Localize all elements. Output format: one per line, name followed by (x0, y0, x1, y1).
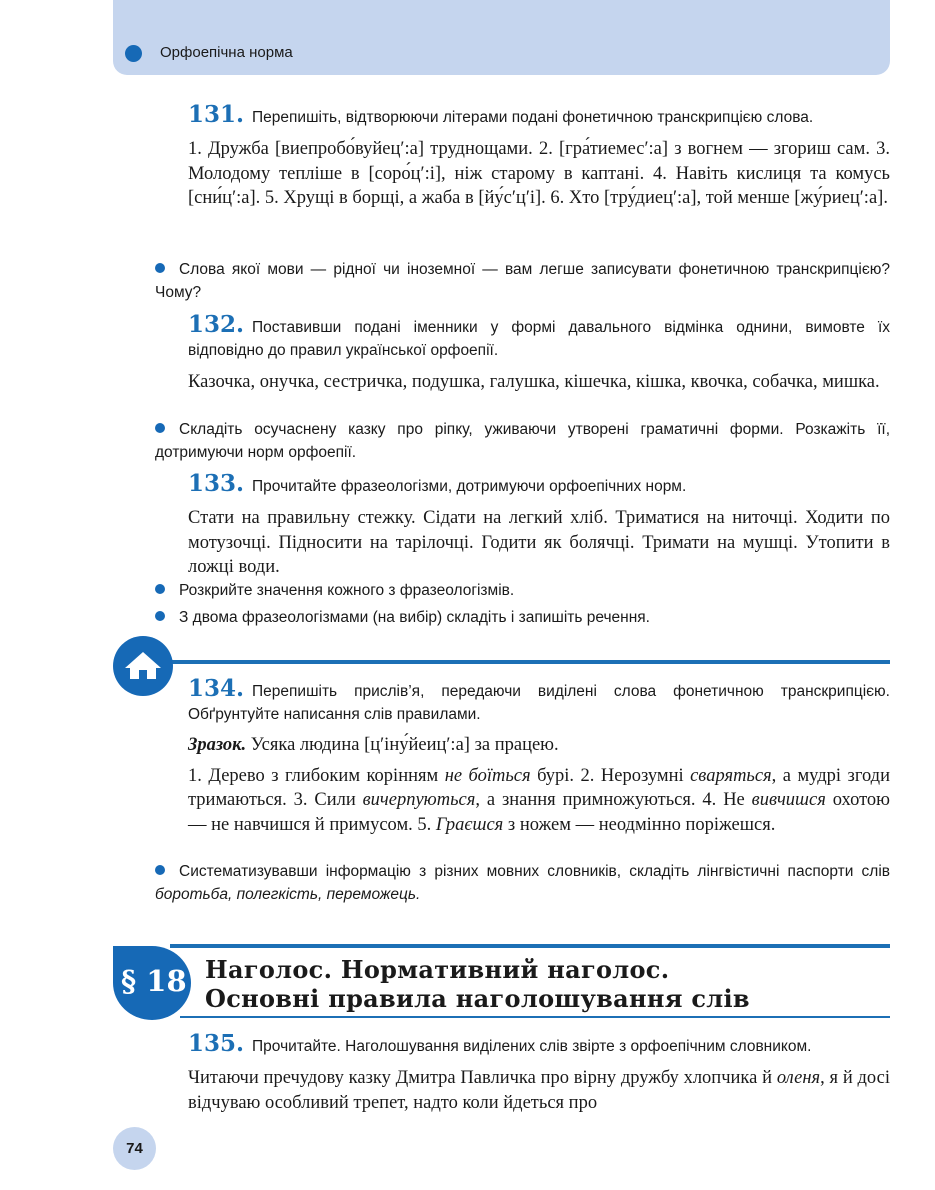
section-title: Наголос. Нормативний наголос. Основні правила наголошування слів (205, 955, 750, 1013)
bullet-icon (155, 865, 165, 875)
exercise-132 (188, 313, 890, 395)
exercise-131 (188, 103, 890, 211)
section-badge: § 18 (113, 946, 191, 1020)
exercise-135 (188, 1032, 890, 1115)
exercise-134-text: 1. Дерево з глибоким корінням не боїться бурі. 2. Нерозумні сваряться, а мудрі згоди тримаються. 3. Сили вичерпуються, а знання примножуються. 4. Не вивчишся охотою — не навчишся й примусом. 5. Граєшся з ножем — неодмінно поріжешся. (188, 765, 890, 835)
header-bullet-icon (125, 45, 142, 62)
exercise-number: 132. (188, 311, 245, 338)
exercise-131-text: 1. Дружба [виепробо́вуйец′:а] труднощами. 2. [гра́тиемес′:а] з вогнем — згориш сам. 3. Молодому тепліше в [соро́ц′:і], ніж старому в каптані. 4. Навіть кислиця та комусь [сни́ц′:а]. 5. Хрущі в борщі, а жаба в [йу́с′ц′і]. 6. Хто [тру́диец′:а], той менше [жу́риец′:а]. (188, 139, 890, 208)
exercise-132-text: Казочка, онучка, сестричка, подушка, галушка, кішечка, кішка, квочка, собачка, мишка. (188, 372, 880, 392)
exercise-131-instruction: 131. Перепишіть, відтворюючи літерами подані фонетичною транскрипцією слова. (188, 101, 814, 128)
home-icon (113, 636, 173, 696)
homework-divider (170, 660, 890, 664)
section-divider-bottom (180, 1016, 890, 1018)
exercise-133-task-1: Розкрийте значення кожного з фразеологізмів. (155, 579, 890, 602)
exercise-number: 135. (188, 1030, 245, 1057)
exercise-133 (188, 472, 890, 580)
header-title: Орфоепічна норма (160, 44, 293, 61)
exercise-number: 131. (188, 101, 245, 128)
exercise-134-task: Систематизувавши інформацію з різних мовних словників, складіть лінгвістичні паспорти слів боротьба, полегкість, переможець. (155, 863, 890, 903)
exercise-133-instruction: 133. Прочитайте фразеологізми, дотримуючи орфоепічних норм. (188, 470, 687, 497)
bullet-icon (155, 423, 165, 433)
exercise-135-instruction: 135. Прочитайте. Наголошування виділених слів звірте з орфоепічним словником. (188, 1030, 812, 1057)
page-number: 74 (113, 1127, 156, 1170)
bullet-icon (155, 584, 165, 594)
exercise-135-text: Читаючи пречудову казку Дмитра Павличка про вірну дружбу хлопчика й оленя, я й досі відчуваю особливий трепет, надто коли йдеться про (188, 1068, 890, 1113)
bullet-icon (155, 263, 165, 273)
exercise-134 (188, 677, 890, 837)
exercise-132-task: Складіть осучаснену казку про ріпку, уживаючи утворені граматичні форми. Розкажіть її, дотримуючи норм орфоепії. (155, 421, 890, 461)
exercise-134-sample: Зразок. Усяка людина [ц′іну́йеиц′:а] за працею. (188, 735, 559, 755)
exercise-133-text: Стати на правильну стежку. Сідати на легкий хліб. Триматися на ниточці. Ходити по мотузочці. Підносити на тарілочці. Годити як болячці. Тримати на мушці. Утопити в ложці води. (188, 508, 890, 577)
exercise-133-task-2: З двома фразеологізмами (на вибір) складіть і запишіть речення. (155, 606, 890, 629)
exercise-number: 134. (188, 675, 245, 702)
exercise-134-instruction: 134. Перепишіть прислів’я, передаючи виділені слова фонетичною транскрипцією. Обґрунтуйте написання слів правилами. (188, 675, 890, 723)
exercise-131-task: Слова якої мови — рідної чи іноземної — вам легше записувати фонетичною транскрипцією? Чому? (155, 261, 890, 301)
bullet-icon (155, 611, 165, 621)
header-band (113, 0, 890, 75)
exercise-132-instruction: 132. Поставивши подані іменники у формі давального відмінка однини, вимовте їх відповідно до правил української орфоепії. (188, 311, 890, 359)
exercise-number: 133. (188, 470, 245, 497)
section-divider-top (170, 944, 890, 948)
